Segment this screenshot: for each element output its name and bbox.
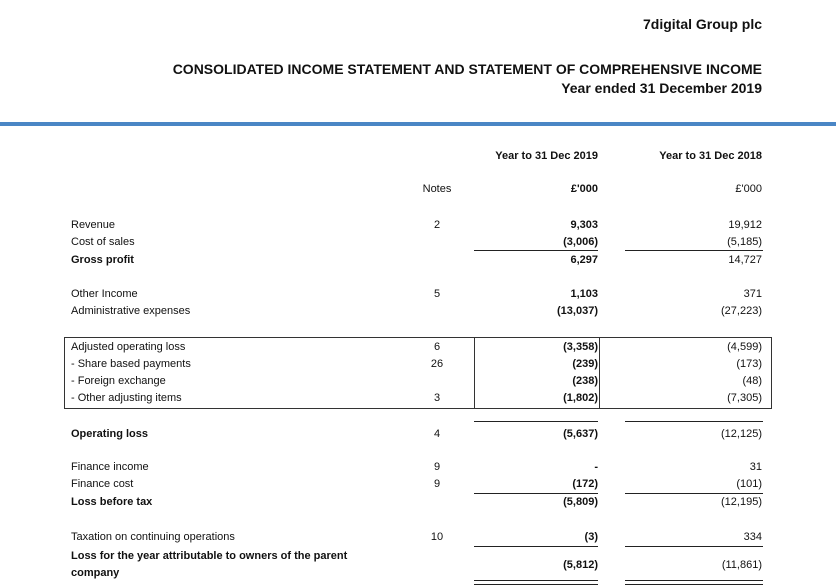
- rule-operating-loss-2018: [625, 421, 763, 422]
- rule-loss-for-year-2019: [474, 546, 598, 547]
- row-2019-admin-expenses: (13,037): [557, 305, 598, 317]
- row-2018-taxation: 334: [743, 531, 762, 543]
- row-label-taxation: Taxation on continuing operations: [71, 531, 235, 543]
- row-label-revenue: Revenue: [71, 219, 116, 231]
- row-2019-finance-income: -: [594, 461, 598, 473]
- row-label-gross-profit: Gross profit: [71, 254, 134, 266]
- rule-operating-loss-2019: [474, 421, 598, 422]
- row-2018-share-based-payments: (173): [736, 358, 762, 370]
- row-2019-share-based-payments: (239): [572, 358, 598, 370]
- row-2018-adjusted-operating-loss: (4,599): [727, 341, 762, 353]
- row-2019-finance-cost: (172): [572, 478, 598, 490]
- row-2018-admin-expenses: (27,223): [721, 305, 762, 317]
- row-label-adjusted-operating-loss: Adjusted operating loss: [71, 341, 186, 353]
- row-label-loss-before-tax: Loss before tax: [71, 496, 153, 508]
- unit-2018: £'000: [735, 183, 762, 195]
- row-label-cost-of-sales: Cost of sales: [71, 236, 135, 248]
- column-header-2019: Year to 31 Dec 2019: [495, 150, 598, 162]
- header-divider-band: [0, 122, 836, 126]
- rule-gross-profit-2019: [474, 250, 598, 251]
- row-2018-gross-profit: 14,727: [728, 254, 762, 266]
- row-2019-adjusted-operating-loss: (3,358): [563, 341, 598, 353]
- rule-loss-before-tax-2019: [474, 493, 598, 494]
- row-2018-other-adjusting-items: (7,305): [727, 392, 762, 404]
- company-name: 7digital Group plc: [642, 16, 762, 32]
- row-2019-revenue: 9,303: [570, 219, 598, 231]
- double-rule-2018: [625, 580, 763, 585]
- row-note-finance-income: 9: [433, 461, 441, 473]
- row-2018-finance-cost: (101): [736, 478, 762, 490]
- rule-loss-before-tax-2018: [625, 493, 763, 494]
- row-2019-operating-loss: (5,637): [563, 428, 598, 440]
- row-note-share-based-payments: 26: [430, 358, 444, 370]
- row-2019-other-income: 1,103: [570, 288, 598, 300]
- row-label-admin-expenses: Administrative expenses: [71, 305, 191, 317]
- row-note-other-adjusting-items: 3: [433, 392, 441, 404]
- row-label-loss-for-year: Loss for the year attributable to owners of the parent: [71, 550, 348, 562]
- rule-loss-for-year-2018: [625, 546, 763, 547]
- row-note-operating-loss: 4: [433, 428, 441, 440]
- row-label-finance-cost: Finance cost: [71, 478, 134, 490]
- statement-period: Year ended 31 December 2019: [561, 80, 762, 96]
- statement-title: CONSOLIDATED INCOME STATEMENT AND STATEMENT OF COMPREHENSIVE INCOME: [172, 61, 762, 77]
- row-label-finance-income: Finance income: [71, 461, 149, 473]
- row-2018-revenue: 19,912: [728, 219, 762, 231]
- row-2018-loss-before-tax: (12,195): [721, 496, 762, 508]
- row-label-other-adjusting-items: - Other adjusting items: [71, 392, 182, 404]
- row-2018-other-income: 371: [743, 288, 762, 300]
- row-note-other-income: 5: [433, 288, 441, 300]
- row-label-other-income: Other Income: [71, 288, 138, 300]
- row-note-adjusted-operating-loss: 6: [433, 341, 441, 353]
- row-note-revenue: 2: [433, 219, 441, 231]
- unit-2019: £'000: [570, 183, 598, 195]
- row-label-loss-for-year-continued: company: [71, 567, 120, 579]
- row-2018-finance-income: 31: [749, 461, 762, 473]
- column-header-2018: Year to 31 Dec 2018: [659, 150, 762, 162]
- rule-gross-profit-2018: [625, 250, 763, 251]
- row-label-operating-loss: Operating loss: [71, 428, 149, 440]
- row-2019-taxation: (3): [584, 531, 598, 543]
- row-2019-loss-before-tax: (5,809): [563, 496, 598, 508]
- column-header-notes: Notes: [422, 183, 452, 195]
- row-2019-foreign-exchange: (238): [572, 375, 598, 387]
- row-label-foreign-exchange: - Foreign exchange: [71, 375, 166, 387]
- row-note-finance-cost: 9: [433, 478, 441, 490]
- row-2019-gross-profit: 6,297: [570, 254, 598, 266]
- row-2018-operating-loss: (12,125): [721, 428, 762, 440]
- row-note-taxation: 10: [430, 531, 444, 543]
- row-label-share-based-payments: - Share based payments: [71, 358, 191, 370]
- row-2019-cost-of-sales: (3,006): [563, 236, 598, 248]
- row-2019-loss-for-year: (5,812): [563, 559, 598, 571]
- row-2019-other-adjusting-items: (1,802): [563, 392, 598, 404]
- double-rule-2019: [474, 580, 598, 585]
- row-2018-cost-of-sales: (5,185): [727, 236, 762, 248]
- row-2018-foreign-exchange: (48): [742, 375, 762, 387]
- row-2018-loss-for-year: (11,861): [721, 559, 762, 571]
